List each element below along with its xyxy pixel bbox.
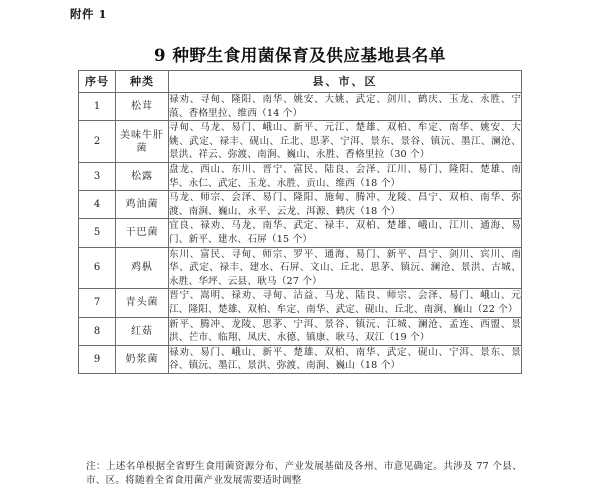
mushroom-base-county-table (78, 70, 522, 374)
cell-area: 寻甸、马龙、易门、峨山、新平、元江、楚雄、双柏、牟定、南华、姚安、大姚、武定、禄丰、砚山、丘北、思茅、宁洱、景东、景谷、镇沅、墨江、澜沧、景洪、祥云、弥渡、南涧、巍山、永胜、香格里拉（30 个） (169, 121, 522, 163)
footnote-text: 上述名单根据全省野生食用菌资源分布、产业发展基础及各州、市意见确定。共涉及 77 个县、市、区。将随着全省食用菌产业发展需要适时调整 (86, 461, 523, 486)
cell-area: 禄劝、易门、峨山、新平、楚雄、双柏、南华、武定、砚山、宁洱、景东、景谷、镇沅、墨江、景洪、弥渡、南涧、巍山（18 个） (169, 345, 522, 373)
table-row (79, 289, 522, 317)
cell-index: 5 (79, 219, 116, 247)
cell-area: 新平、腾冲、龙陵、思茅、宁洱、景谷、镇沅、江城、澜沧、孟连、西盟、景洪、芒市、临翔、凤庆、永德、镇康、耿马、双江（19 个） (169, 317, 522, 345)
cell-area: 晋宁、嵩明、禄劝、寻甸、沾益、马龙、陆良、师宗、会泽、易门、峨山、元江、隆阳、楚雄、双柏、牟定、南华、武定、砚山、丘北、南涧、巍山（22 个） (169, 289, 522, 317)
cell-index: 6 (79, 247, 116, 289)
cell-index: 9 (79, 345, 116, 373)
cell-kind: 鸡枞 (116, 247, 169, 289)
table-footnote (86, 460, 522, 487)
cell-index: 3 (79, 162, 116, 190)
cell-index: 1 (79, 93, 116, 121)
table-row (79, 191, 522, 219)
table-row (79, 247, 522, 289)
table-row (79, 162, 522, 190)
cell-kind: 松茸 (116, 93, 169, 121)
column-header-area: 县、市、区 (169, 71, 522, 93)
column-header-index: 序号 (79, 71, 116, 93)
cell-kind: 松露 (116, 162, 169, 190)
cell-kind: 鸡油菌 (116, 191, 169, 219)
cell-area: 东川、富民、寻甸、师宗、罗平、通海、易门、新平、昌宁、剑川、宾川、南华、武定、禄丰、建水、石屏、文山、丘北、思茅、镇沅、澜沧、景洪、古城、永胜、华坪、云县、耿马（27 个） (169, 247, 522, 289)
column-header-kind: 种类 (116, 71, 169, 93)
cell-kind: 美味牛肝菌 (116, 121, 169, 163)
table-row (79, 93, 522, 121)
cell-kind: 奶浆菌 (116, 345, 169, 373)
cell-area: 马龙、师宗、会泽、易门、隆阳、施甸、腾冲、龙陵、昌宁、双柏、南华、弥渡、南涧、巍山、永平、云龙、洱源、鹤庆（18 个） (169, 191, 522, 219)
cell-area: 盘龙、西山、东川、晋宁、富民、陆良、会泽、江川、易门、隆阳、楚雄、南华、永仁、武定、玉龙、永胜、贡山、维西（18 个） (169, 162, 522, 190)
page-title: 9 种野生食用菌保育及供应基地县名单 (153, 46, 447, 65)
table-header-row (79, 71, 522, 93)
cell-index: 7 (79, 289, 116, 317)
cell-kind: 红菇 (116, 317, 169, 345)
table-header (79, 71, 522, 93)
cell-index: 2 (79, 121, 116, 163)
cell-index: 4 (79, 191, 116, 219)
cell-index: 8 (79, 317, 116, 345)
table-row (79, 345, 522, 373)
table-row (79, 317, 522, 345)
table-row (79, 121, 522, 163)
cell-area: 宜良、禄劝、马龙、南华、武定、禄丰、双柏、楚雄、峨山、江川、通海、易门、新平、建水、石屏（15 个） (169, 219, 522, 247)
table-body (79, 93, 522, 374)
cell-kind: 干巴菌 (116, 219, 169, 247)
cell-area: 禄劝、寻甸、隆阳、南华、姚安、大姚、武定、剑川、鹤庆、玉龙、永胜、宁蒗、香格里拉、维西（14 个） (169, 93, 522, 121)
table-row (79, 219, 522, 247)
attachment-label: 附件 1 (70, 7, 108, 21)
footnote-label: 注： (86, 461, 106, 472)
cell-kind: 青头菌 (116, 289, 169, 317)
